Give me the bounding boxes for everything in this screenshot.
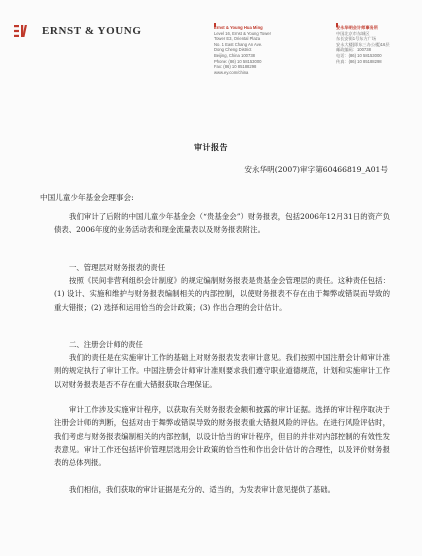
letterhead-line: Dong Cheng District — [214, 47, 252, 53]
management-responsibility-paragraph: 按照《民间非营利组织会计制度》的规定编制财务报表是贵基金会管理层的责任。这种责任包括：(1) 设计、实施和维护与财务报表编制相关的内部控制，以使财务报表不存在由于舞弊或错误而导致的重大错报；(2) 选择和运用恰当的会计政策；(3) 作出合理的会计估计。 — [54, 276, 390, 312]
auditor-responsibility-paragraph-3: 我们相信，我们获取的审计证据是充分的、适当的，为发表审计意见提供了基础。 — [69, 485, 336, 494]
ey-logo-icon — [14, 24, 38, 38]
page-title: 审计报告 — [194, 142, 228, 152]
letterhead-line: Level 16, Ernst & Young Tower — [214, 30, 271, 36]
section-heading-management: 一、管理层对财务报表的责任 — [69, 263, 166, 272]
letterhead-line: Ernst & Young Hua Ming — [214, 25, 263, 30]
section-heading-auditor: 二、注册会计师的责任 — [69, 340, 143, 349]
letterhead-line: www.ey.com/china — [214, 69, 249, 75]
auditor-responsibility-paragraph-1: 我们的责任是在实施审计工作的基础上对财务报表发表审计意见。我们按照中国注册会计师审计准则的规定执行了审计工作。中国注册会计师审计准则要求我们遵守职业道德规范，计划和实施审计工作以对财务报表是否不存在重大错报获取合理保证。 — [54, 353, 390, 389]
letterhead-line: Tower E3, Oriental Plaza — [214, 36, 261, 42]
letterhead-line: Phone: (86) 10 58153000 — [214, 58, 262, 64]
auditor-responsibility-paragraph-2: 审计工作涉及实施审计程序，以获取有关财务报表金额和披露的审计证据。选择的审计程序取决于注册会计师的判断，包括对由于舞弊或错误导致的财务报表重大错报风险的评估。在进行风险评估时，我们考虑与财务报表编制相关的内部控制，以设计恰当的审计程序，但目的并非对内部控制的有效性发表意见。审计工作还包括评价管理层选用会计政策的恰当性和作出会计估计的合理性，以及评价财务报表的总体列报。 — [54, 405, 390, 468]
letterhead-line: No. 1 East Chang An Ave. — [214, 41, 263, 47]
intro-paragraph: 我们审计了后附的中国儿童少年基金会（“贵基金会”）财务报表，包括2006年12月31日的资产负债表、2006年度的业务活动表和现金流量表以及财务报表附注。 — [54, 212, 390, 235]
brand-name: ERNST & YOUNG — [42, 25, 142, 37]
letterhead-line: 安永大楼(即东三办公楼)16层 — [336, 41, 390, 47]
addressee: 中国儿童少年基金会理事会: — [40, 193, 134, 202]
letterhead-line: 电话：(86) 10 58153000 — [336, 52, 382, 58]
letterhead-line: 邮政编码：100738 — [336, 47, 371, 53]
letterhead-line: 中国北京市东城区 — [336, 30, 370, 36]
letterhead-english — [214, 25, 309, 75]
ernst-young-logo — [14, 24, 141, 38]
letterhead-chinese — [336, 25, 420, 64]
letterhead-line: 东长安街1号东方广场 — [336, 36, 377, 42]
reference-number: 安永华明(2007)审字第60466819_A01号 — [244, 165, 388, 174]
letterhead-line: Fax: (86) 10 85188298 — [214, 64, 257, 70]
letterhead-line: Beijing, China 100738 — [214, 52, 255, 58]
letterhead-line: 安永华明会计师事务所 — [336, 25, 378, 30]
letterhead-line: 传真：(86) 10 85188298 — [336, 58, 382, 64]
